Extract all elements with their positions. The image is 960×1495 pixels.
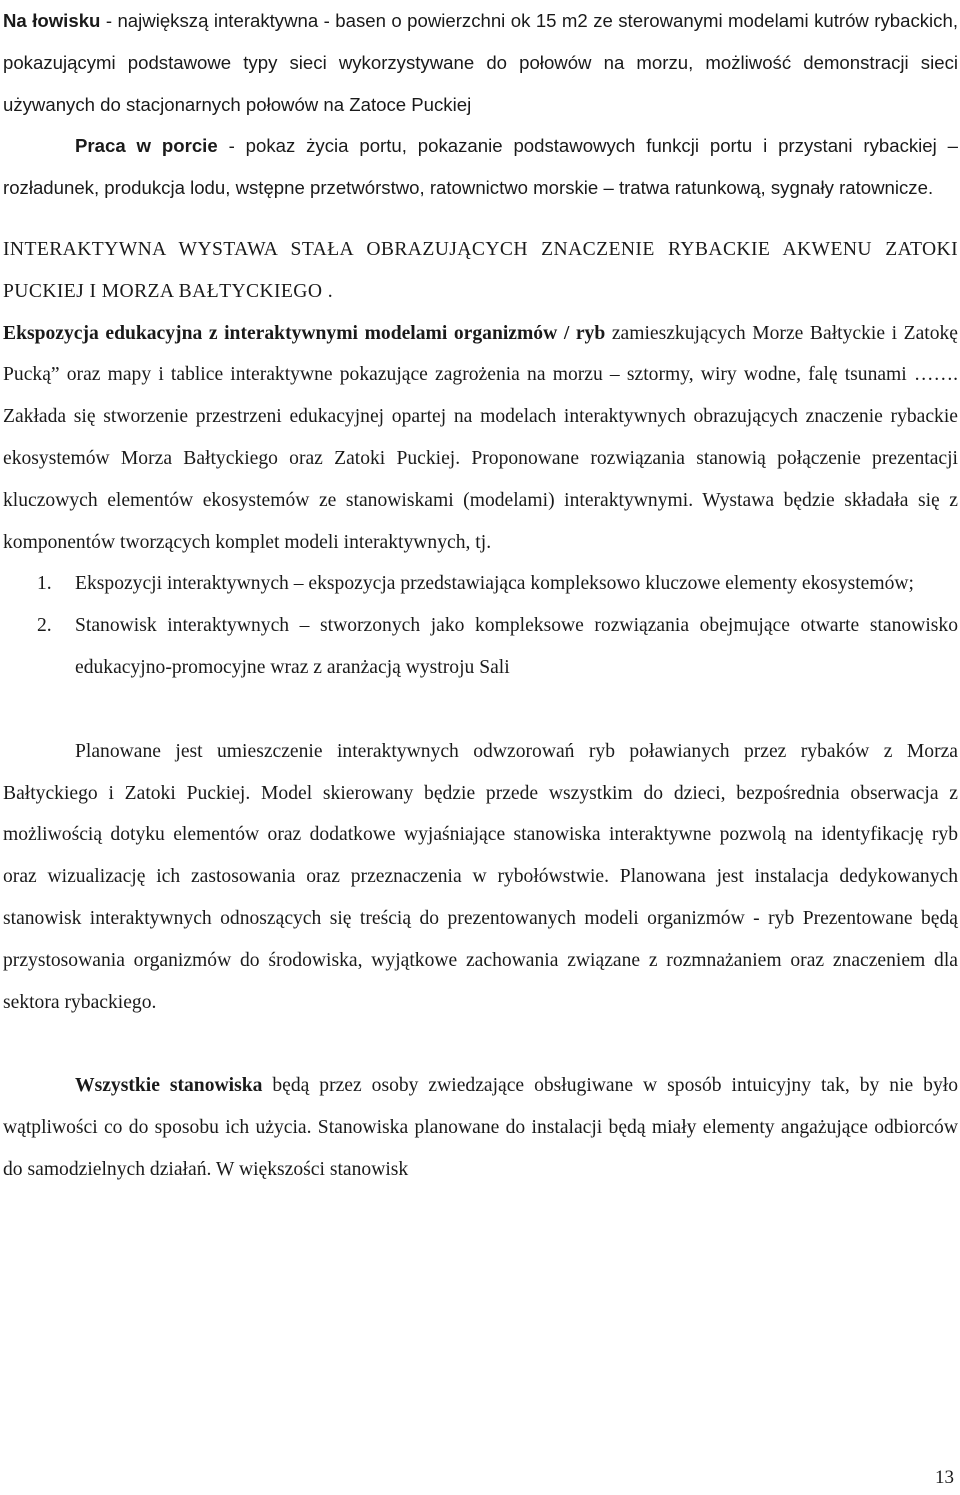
list-item-text: Ekspozycji interaktywnych – ekspozycja przedstawiająca kompleksowo kluczowe elementy ekosystemów; xyxy=(75,573,915,595)
ekspozycja-text: zamieszkujących Morze Bałtyckie i Zatokę Pucką” oraz mapy i tablice interaktywne pokazujące zagrożenia na morzu – sztormy, wiry wodne, falę tsunami ……. Zakłada się stworzenie przestrzeni edukacyjnej opartej na modelach interaktywnych obrazujących znaczenie rybackie ekosystemów Morza Bałtyckiego oraz Zatoki Puckiej. Proponowane rozwiązania stanowią połączenie prezentacji kluczowych elementów ekosystemów ze stanowiskami (modelami) interaktywnymi. Wystawa będzie składała się z komponentów tworzących komplet modeli interaktywnych, tj. xyxy=(3,322,959,553)
spacer xyxy=(3,1023,958,1065)
paragraph-port xyxy=(3,125,958,209)
page-number: 13 xyxy=(935,1467,954,1488)
document-page xyxy=(3,0,958,1191)
list-item-number: 1. xyxy=(37,573,52,595)
ekspozycja-title: Ekspozycja edukacyjna z interaktywnymi modelami organizmów / ryb xyxy=(3,322,606,344)
list-item-text: Stanowisk interaktywnych – stworzonych jako kompleksowe rozwiązania obejmujące otwarte stanowisko edukacyjno-promocyjne wraz z aranżacją wystroju Sali xyxy=(75,615,958,678)
components-list xyxy=(3,563,958,688)
port-title: Praca w porcie xyxy=(75,135,218,157)
list-item xyxy=(3,563,958,605)
paragraph-planowane: Planowane jest umieszczenie interaktywnych odwzorowań ryb poławianych przez rybaków z Morza Bałtyckiego i Zatoki Puckiej. Model skierowany będzie przede wszystkim do dzieci, bezpośrednia obserwacja z możliwością dotyku elementów oraz dodatkowe wyjaśniające stanowiska interaktywne pozwolą na identyfikację ryb oraz wizualizację ich zastosowania oraz przeznaczenia w rybołówstwie. Planowana jest instalacja dedykowanych stanowisk interaktywnych odnoszących się treścią do prezentowanych modeli organizmów - ryb Prezentowane będą przystosowania organizmów do środowiska, wyjątkowe zachowania związane z rozmnażaniem oraz znaczeniem dla sektora rybackiego. xyxy=(3,740,958,1013)
lowisko-title: Na łowisku xyxy=(3,10,101,31)
spacer xyxy=(3,689,958,731)
wszystkie-title: Wszystkie stanowiska xyxy=(75,1075,263,1097)
wszystkie-text: będą przez osoby zwiedzające obsługiwane w sposób intuicyjny tak, by nie było wątpliwości co do sposobu ich użycia. Stanowiska planowane do instalacji będą miały elementy angażujące odbiorców do samodzielnych działań. W większości stanowisk xyxy=(3,1075,958,1180)
lowisko-text: - największą interaktywna - basen o powierzchni ok 15 m2 ze sterowanymi modelami kutrów rybackich, pokazującymi podstawowe typy sieci wykorzystywane do połowów na morzu, możliwość demonstracji sieci używanych do stacjonarnych połowów na Zatoce Puckiej xyxy=(3,10,958,115)
paragraph-lowisko xyxy=(3,0,958,125)
paragraph-ekspozycja xyxy=(3,313,958,564)
port-text: - pokaz życia portu, pokazanie podstawowych funkcji portu i przystani rybackiej – rozładunek, produkcja lodu, wstępne przetwórstwo, ratownictwo morskie – tratwa ratunkową, sygnały ratownicze. xyxy=(3,135,958,199)
spacer xyxy=(3,209,958,229)
section-heading: INTERAKTYWNA WYSTAWA STAŁA OBRAZUJĄCYCH ZNACZENIE RYBACKIE AKWENU ZATOKI PUCKIEJ I MORZA BAŁTYCKIEGO . xyxy=(3,238,958,302)
list-item xyxy=(3,605,958,689)
list-item-number: 2. xyxy=(37,615,52,637)
paragraph-wszystkie xyxy=(3,1065,958,1190)
